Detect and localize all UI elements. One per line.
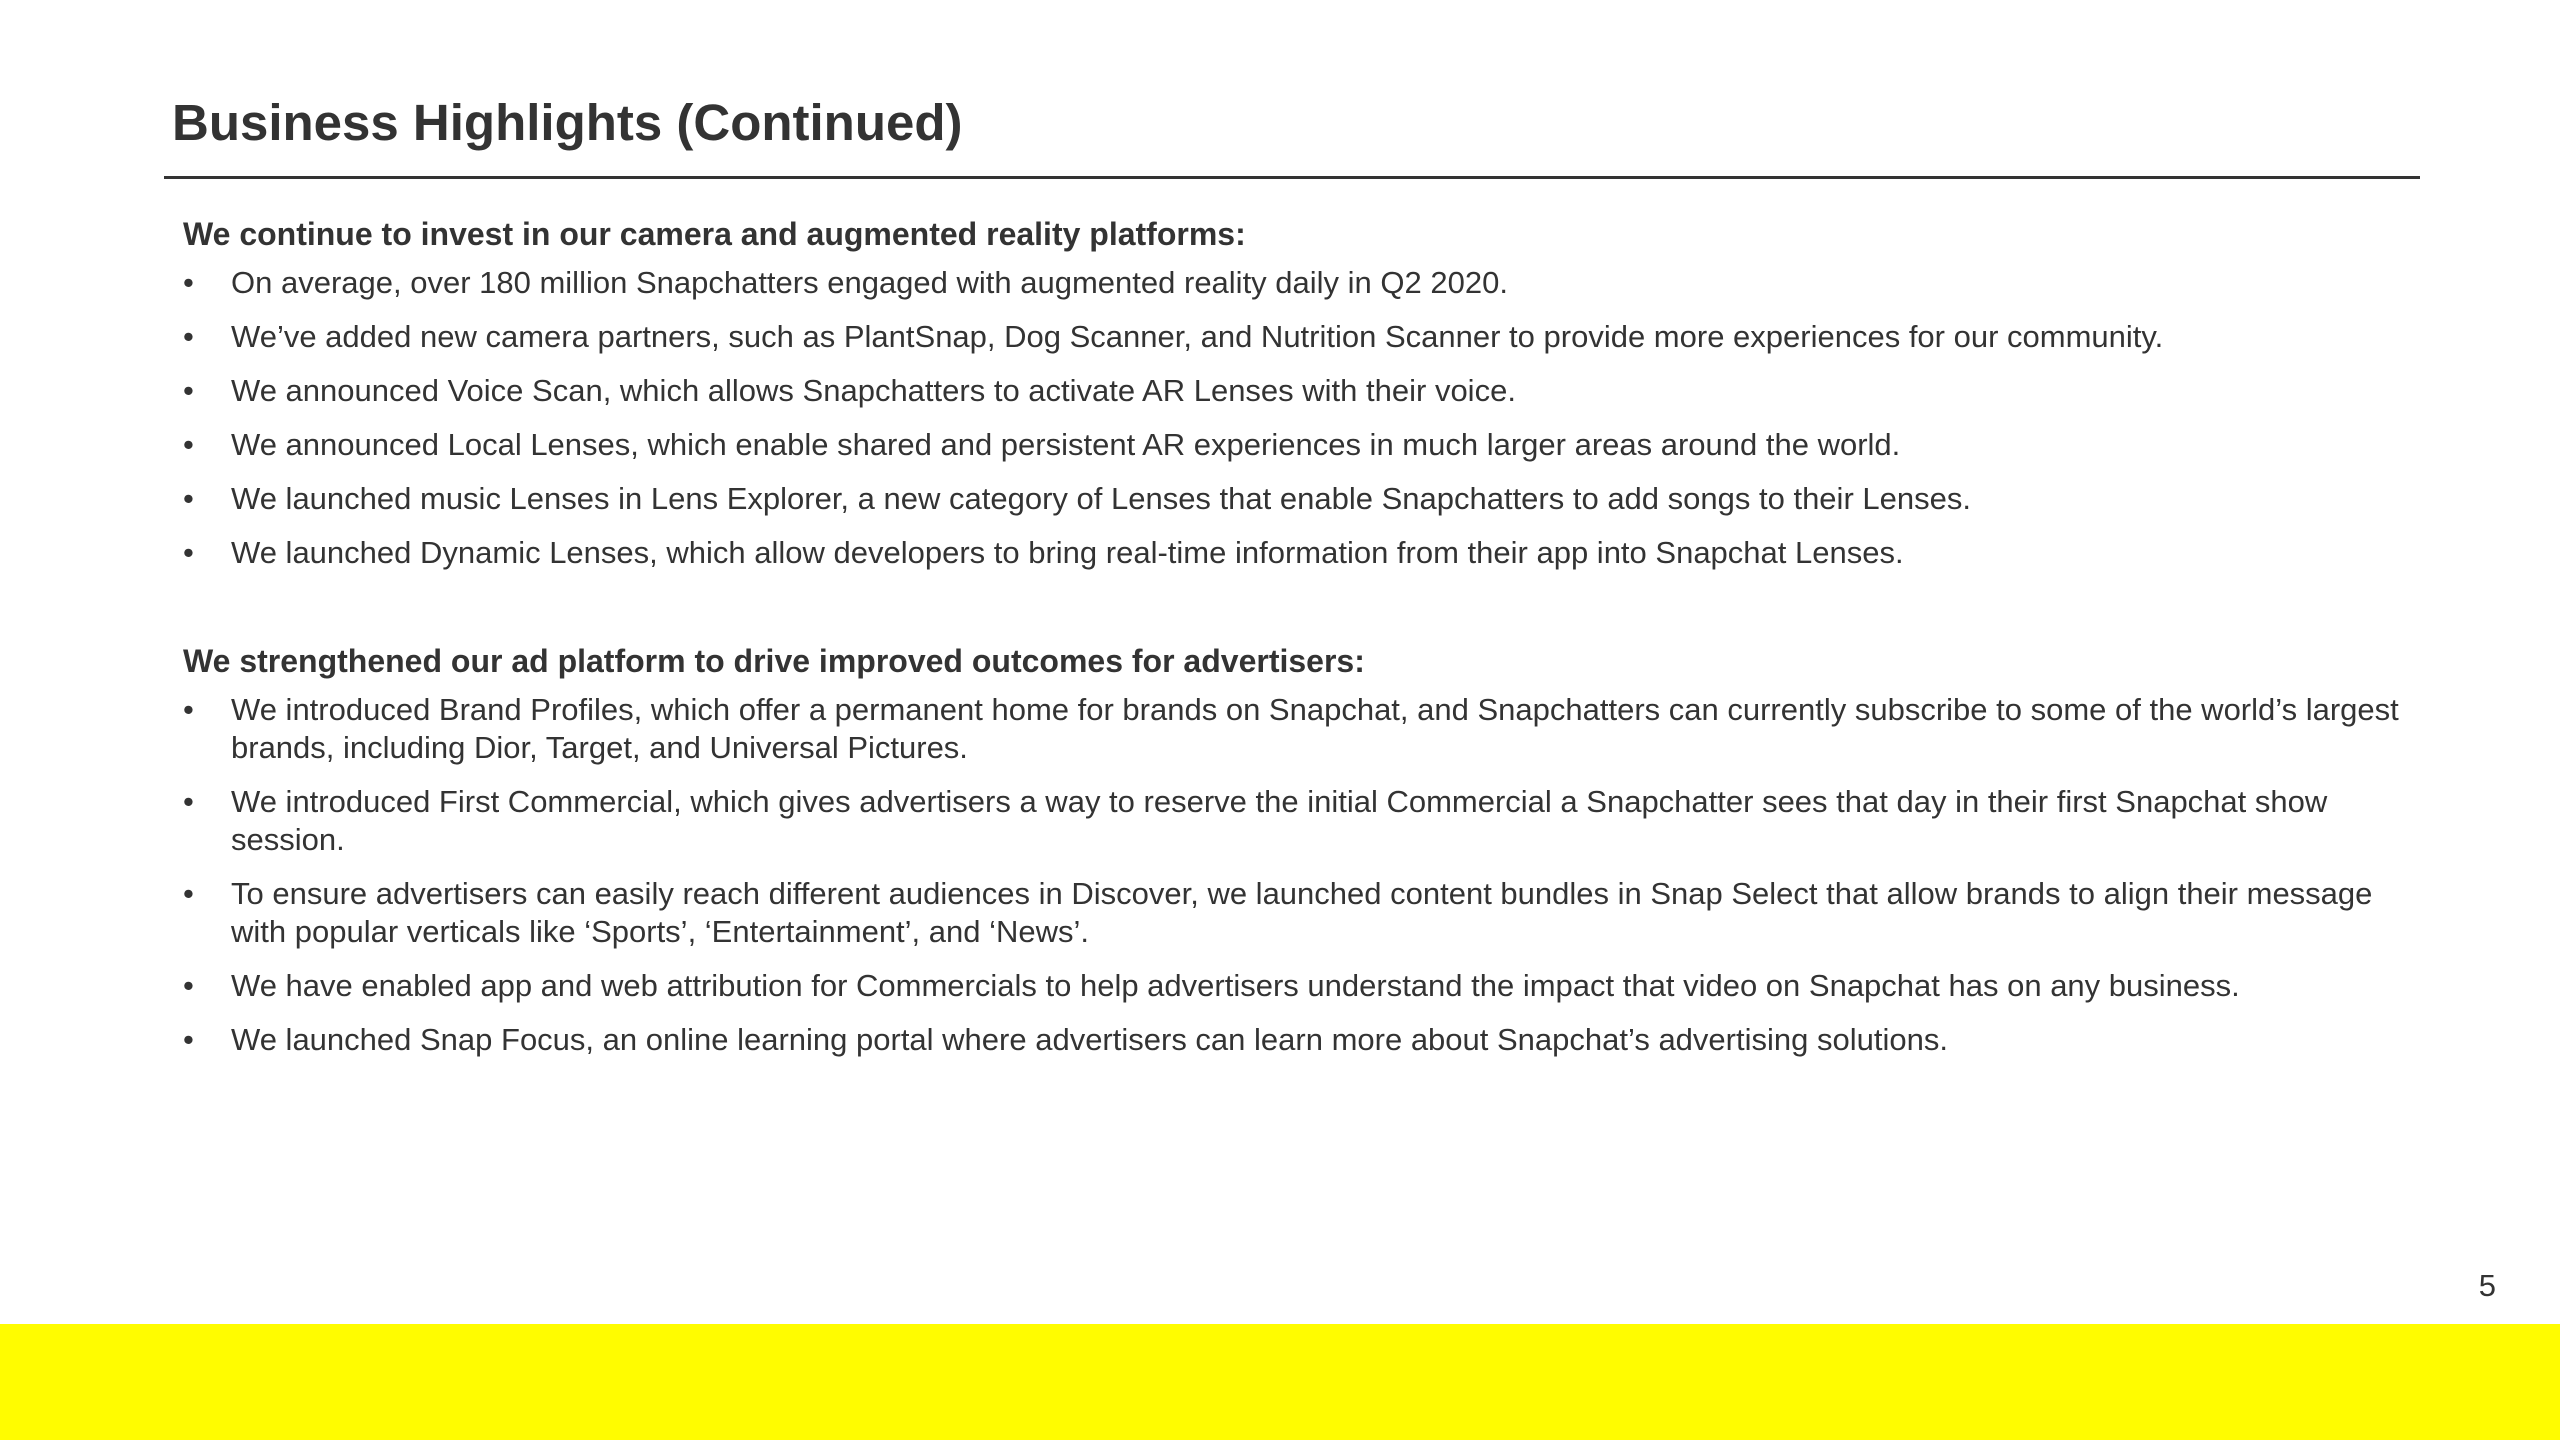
section-heading: We continue to invest in our camera and augmented reality platforms: xyxy=(183,216,1246,252)
bullet-item xyxy=(183,534,2423,572)
bullet-item xyxy=(183,426,2423,464)
footer-accent-bar xyxy=(0,1324,2560,1440)
section-ad-platform xyxy=(183,639,2423,1059)
bullet-text: We have enabled app and web attribution for Commercials to help advertisers understand the impact that video on Snapchat has on any business. xyxy=(231,968,2240,1003)
slide-content xyxy=(183,212,2423,1075)
bullet-item xyxy=(183,372,2423,410)
bullet-item xyxy=(183,783,2423,859)
bullet-icon: • xyxy=(183,876,194,911)
title-divider xyxy=(164,176,2420,179)
bullet-icon: • xyxy=(183,373,194,408)
section-heading: We strengthened our ad platform to drive improved outcomes for advertisers: xyxy=(183,643,1365,679)
bullet-icon: • xyxy=(183,481,194,516)
bullet-text: We launched Dynamic Lenses, which allow developers to bring real-time information from their app into Snapchat Lenses. xyxy=(231,535,1904,570)
bullet-icon: • xyxy=(183,784,194,819)
bullet-icon: • xyxy=(183,692,194,727)
bullet-item xyxy=(183,318,2423,356)
bullet-text: We launched Snap Focus, an online learning portal where advertisers can learn more about Snapchat’s advertising solutions. xyxy=(231,1022,1948,1057)
bullet-item xyxy=(183,264,2423,302)
bullet-text: We announced Voice Scan, which allows Snapchatters to activate AR Lenses with their voice. xyxy=(231,373,1516,408)
bullet-icon: • xyxy=(183,968,194,1003)
bullet-text: We introduced First Commercial, which gives advertisers a way to reserve the initial Commercial a Snapchatter sees that day in their first Snapchat show session. xyxy=(231,784,2328,857)
bullet-text: We introduced Brand Profiles, which offer a permanent home for brands on Snapchat, and Snapchatters can currently subscribe to some of the world’s largest brands, including Dior, Target, and Universal Pictures. xyxy=(231,692,2399,765)
bullet-icon: • xyxy=(183,535,194,570)
bullet-icon: • xyxy=(183,265,194,300)
bullet-text: We announced Local Lenses, which enable shared and persistent AR experiences in much larger areas around the world. xyxy=(231,427,1901,462)
bullet-text: We launched music Lenses in Lens Explorer, a new category of Lenses that enable Snapchatters to add songs to their Lenses. xyxy=(231,481,1971,516)
bullet-item xyxy=(183,1021,2423,1059)
bullet-text: To ensure advertisers can easily reach different audiences in Discover, we launched content bundles in Snap Select that allow brands to align their message with popular verticals like ‘Sports’, ‘Entertainment’, and ‘News’. xyxy=(231,876,2373,949)
bullet-item xyxy=(183,480,2423,518)
bullet-icon: • xyxy=(183,1022,194,1057)
bullet-item xyxy=(183,691,2423,767)
slide-title: Business Highlights (Continued) xyxy=(172,94,963,151)
section-camera-ar xyxy=(183,212,2423,572)
bullet-list xyxy=(183,691,2423,1059)
bullet-icon: • xyxy=(183,427,194,462)
bullet-text: We’ve added new camera partners, such as PlantSnap, Dog Scanner, and Nutrition Scanner to provide more experiences for our community. xyxy=(231,319,2164,354)
bullet-text: On average, over 180 million Snapchatters engaged with augmented reality daily in Q2 2020. xyxy=(231,265,1508,300)
bullet-item xyxy=(183,875,2423,951)
bullet-icon: • xyxy=(183,319,194,354)
bullet-item xyxy=(183,967,2423,1005)
page-number: 5 xyxy=(2478,1268,2496,1303)
bullet-list xyxy=(183,264,2423,572)
